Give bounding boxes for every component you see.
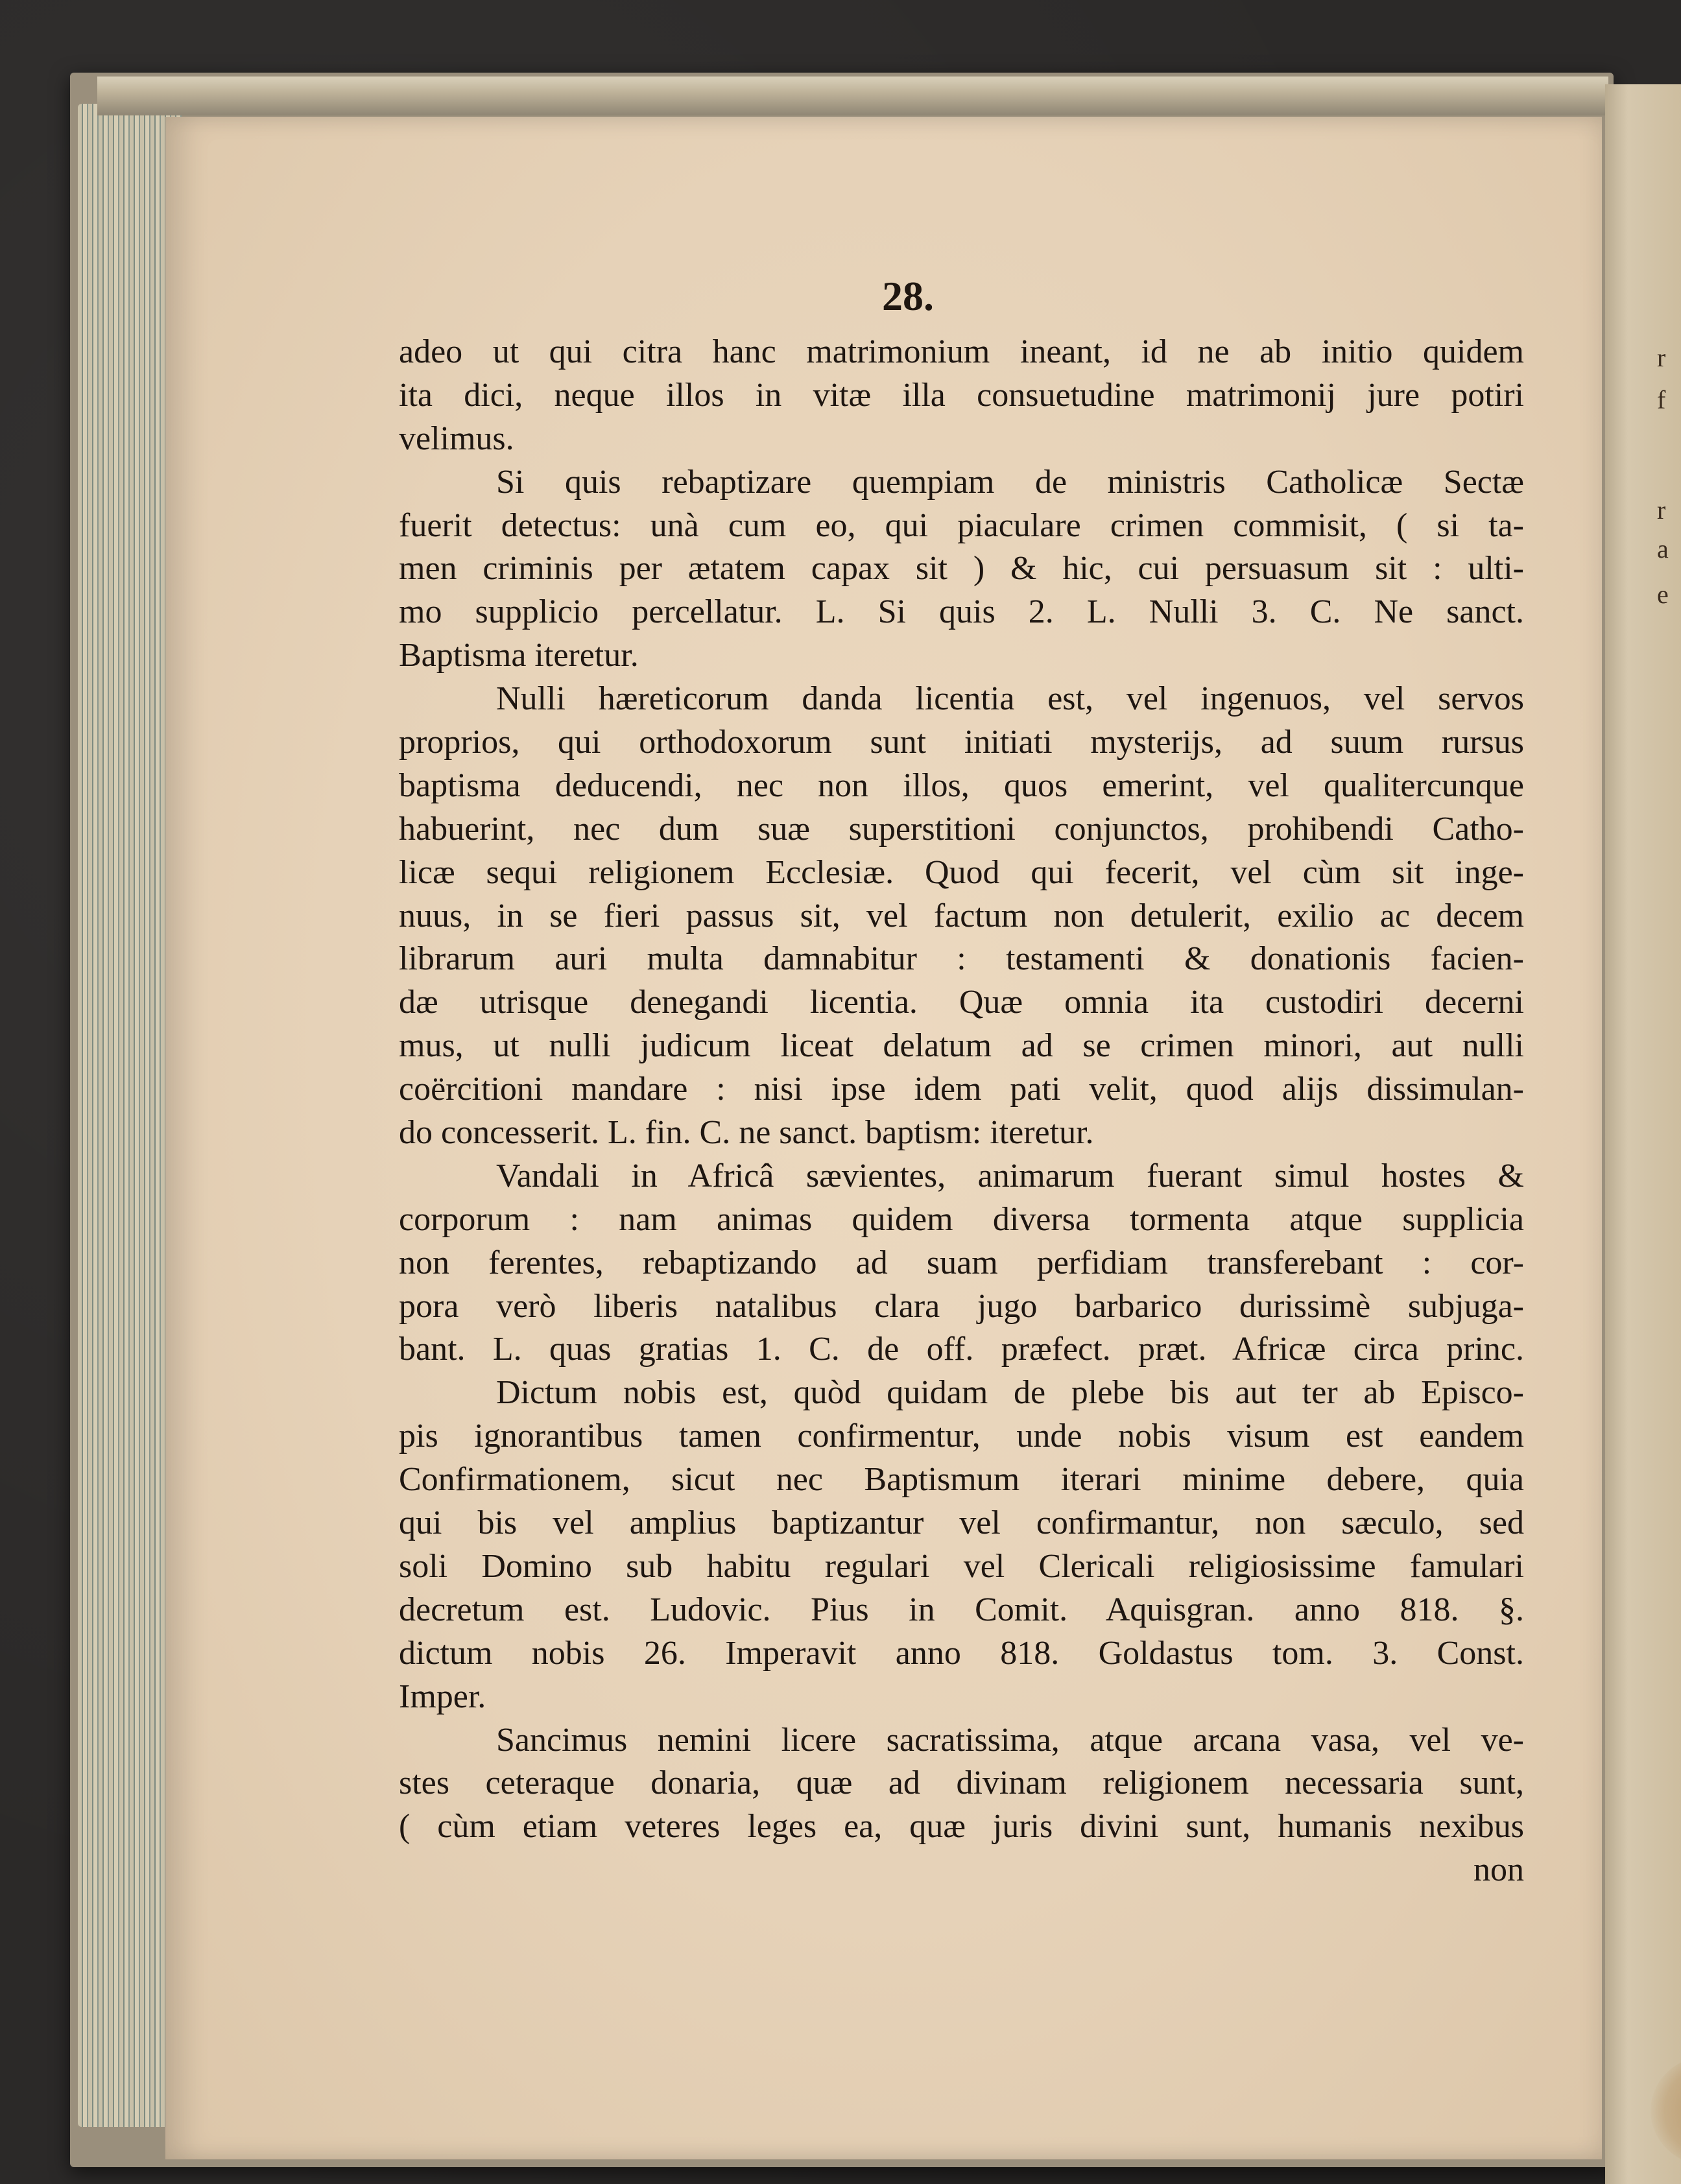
text-line: Baptisma iteretur. bbox=[399, 637, 639, 674]
text-line: men criminis per ætatem capax sit ) & hic, cui persuasum sit : ulti- bbox=[399, 550, 1524, 588]
top-page-edge bbox=[97, 77, 1608, 115]
text-line: Imper. bbox=[399, 1678, 486, 1715]
text-line: ita dici, neque illos in vitæ illa consuetudine matrimonij jure potiri bbox=[399, 376, 1524, 414]
text-line: Vandali in Africâ sævientes, animarum fuerant simul hostes & bbox=[496, 1157, 1524, 1194]
text-line: Confirmationem, sicut nec Baptismum iterari minime debere, quia bbox=[399, 1461, 1524, 1499]
text-line: qui bis vel amplius baptizantur vel confirmantur, non sæculo, sed bbox=[399, 1504, 1524, 1542]
text-line: dictum nobis 26. Imperavit anno 818. Goldastus tom. 3. Const. bbox=[399, 1634, 1524, 1672]
margin-letter: a bbox=[1657, 534, 1669, 564]
text-line: Si quis rebaptizare quempiam de ministris Catholicæ Sectæ bbox=[496, 463, 1524, 501]
text-line: stes ceteraque donaria, quæ ad divinam religionem necessaria sunt, bbox=[399, 1764, 1524, 1802]
page-number: 28. bbox=[882, 273, 934, 319]
text-line: soli Domino sub habitu regulari vel Clericali religiosissime famulari bbox=[399, 1547, 1524, 1585]
text-line: bant. L. quas gratias 1. C. de off. præfect. præt. Africæ circa princ. bbox=[399, 1331, 1524, 1368]
text-line: habuerint, nec dum suæ superstitioni conjunctos, prohibendi Catho- bbox=[399, 810, 1524, 848]
margin-letter: r bbox=[1657, 495, 1666, 525]
text-line: nuus, in se fieri passus sit, vel factum non detulerit, exilio ac decem bbox=[399, 897, 1524, 934]
text-line: corporum : nam animas quidem diversa tormenta atque supplicia bbox=[399, 1200, 1524, 1238]
margin-letter: r bbox=[1657, 343, 1666, 372]
text-line: proprios, qui orthodoxorum sunt initiati mysterijs, ad suum rursus bbox=[399, 724, 1524, 761]
margin-letter: e bbox=[1657, 580, 1669, 609]
text-line: mus, ut nulli judicum liceat delatum ad se crimen minori, aut nulli bbox=[399, 1027, 1524, 1065]
text-line: ( cùm etiam veteres leges ea, quæ juris divini sunt, humanis nexibus bbox=[399, 1808, 1524, 1846]
text-line: velimus. bbox=[399, 420, 514, 457]
text-line: licæ sequi religionem Ecclesiæ. Quod qui fecerit, vel cùm sit inge- bbox=[399, 853, 1524, 891]
text-line: coërcitioni mandare : nisi ipse idem pati velit, quod alijs dissimulan- bbox=[399, 1071, 1524, 1108]
text-line: baptisma deducendi, nec non illos, quos emerint, vel qualitercunque bbox=[399, 766, 1524, 804]
text-line: adeo ut qui citra hanc matrimonium ineant, id ne ab initio quidem bbox=[399, 333, 1524, 370]
text-line: dæ utrisque denegandi licentia. Quæ omnia ita custodiri decerni bbox=[399, 984, 1524, 1021]
text-line: Dictum nobis est, quòd quidam de plebe bis aut ter ab Episco- bbox=[496, 1374, 1524, 1412]
text-line: non bbox=[1473, 1851, 1524, 1889]
next-page-edge bbox=[1605, 84, 1681, 2184]
text-line: mo supplicio percellatur. L. Si quis 2. L. Nulli 3. C. Ne sanct. bbox=[399, 593, 1524, 631]
text-line: pora verò liberis natalibus clara jugo barbarico durissimè subjuga- bbox=[399, 1287, 1524, 1325]
text-line: non ferentes, rebaptizando ad suam perfidiam transferebant : cor- bbox=[399, 1244, 1524, 1281]
text-line: decretum est. Ludovic. Pius in Comit. Aquisgran. anno 818. §. bbox=[399, 1591, 1524, 1628]
text-line: pis ignorantibus tamen confirmentur, unde nobis visum est eandem bbox=[399, 1418, 1524, 1455]
text-line: Nulli hæreticorum danda licentia est, vel ingenuos, vel servos bbox=[496, 680, 1524, 718]
margin-letter: f bbox=[1657, 385, 1666, 414]
text-line: do concesserit. L. fin. C. ne sanct. baptism: iteretur. bbox=[399, 1114, 1094, 1152]
text-line: fuerit detectus: unà cum eo, qui piaculare crimen commisit, ( si ta- bbox=[399, 506, 1524, 544]
page-text bbox=[399, 331, 1524, 1892]
text-line: Sancimus nemini licere sacratissima, atque arcana vasa, vel ve- bbox=[496, 1721, 1524, 1759]
text-line: librarum auri multa damnabitur : testamenti & donationis facien- bbox=[399, 940, 1524, 978]
